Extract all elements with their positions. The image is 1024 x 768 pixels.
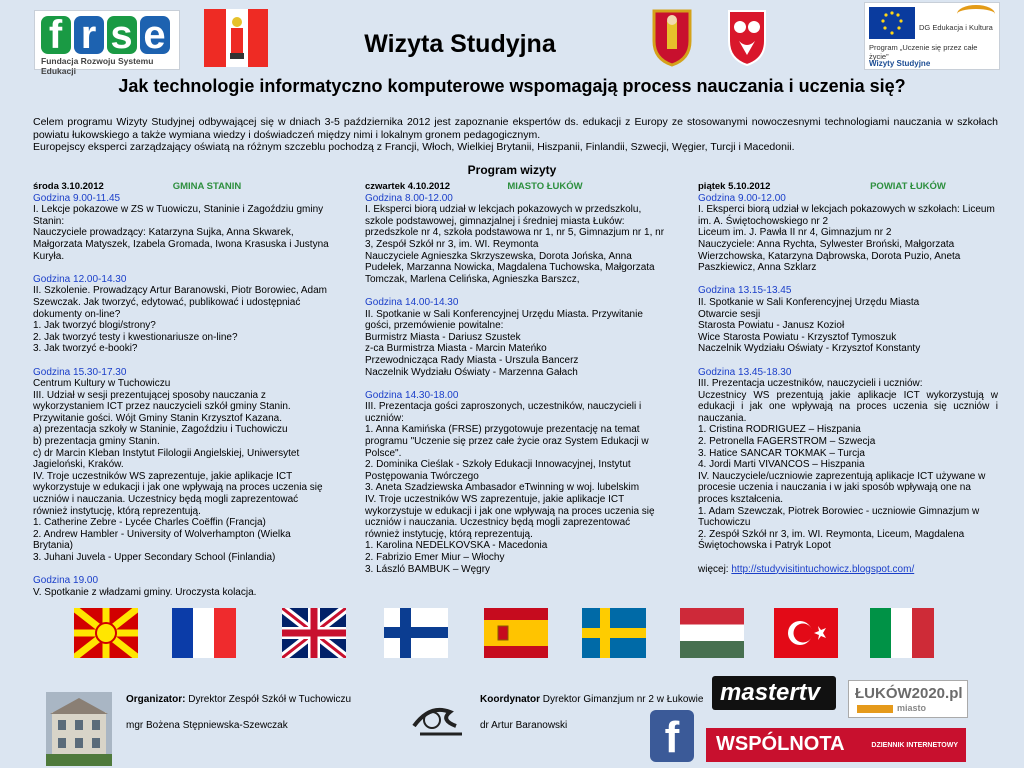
day-3-item: Naczelnik Wydziału Oświaty - Krzysztof Konstanty [698, 343, 921, 355]
coat-of-arms-2-icon [725, 7, 769, 67]
organizer-line [126, 694, 351, 705]
frse-letter-e: e [140, 16, 170, 54]
frse-logo [34, 10, 180, 76]
day-2-item: 3. László BAMBUK – Węgry [365, 563, 491, 575]
day-1-time-4: Godzina 19.00 [33, 575, 99, 587]
day-2-column [365, 181, 665, 575]
day-1-item: I. Lekcje pokazowe w ZS w Tuowiczu, Staninie i Zagoździu gminy Stanin: [33, 204, 324, 227]
day-3-item: Wice Starosta Powiatu - Krzysztof Tymoszuk [698, 331, 897, 343]
day-2-item: Nauczyciele Agnieszka Skrzyszewska, Dorota Jońska, Anna Pudełek, Marzanna Nowicka, Magdalena Tuchowska, Małgorzata Tomczak, Marlena Celińska, Agnieszka Barszcz, [365, 250, 655, 285]
italy-flag-icon [870, 608, 934, 658]
lukow2020-sub: miasto [897, 703, 927, 713]
more-info [698, 564, 998, 576]
blog-link[interactable]: http://studyvisitintuchowicz.blogspot.com/ [731, 563, 915, 575]
day-3-item: I. Eksperci biorą udział w lekcjach pokazowych w szkołach: Liceum im. A. Świętochowskiego nr 2 [698, 204, 995, 227]
day-2-item: 3. Aneta Szadziewska Ambasador eTwinning w woj. lubelskim [365, 482, 640, 494]
day-2-item: 2. Dominika Cieślak - Szkoły Edukacji Innowacyjnej, Instytut Postępowania Twórczego [365, 459, 631, 482]
day-1-item: a) prezentacja szkoły w Staninie, Zagoździu i Tuchowiczu [33, 424, 288, 436]
day-3-time-1: Godzina 9.00-12.00 [698, 192, 786, 204]
day-3-time-3: Godzina 13.45-18.30 [698, 366, 792, 378]
day-2-time-2: Godzina 14.00-14.30 [365, 296, 459, 308]
day-3-item: 1. Adam Szewczak, Piotrek Borowiec - uczniowie Gimnazjum w Tuchowiczu [698, 505, 980, 529]
day-2-item: 1. Anna Kamińska (FRSE) przygotowuje prezentację na temat programu "Uczenie się przez całe życie oraz System Edukacji w Polsce". [365, 424, 649, 459]
day-3-item: Starosta Powiatu - Janusz Kozioł [698, 320, 845, 332]
page-subtitle: Jak technologie informatyczno komputerowe wspomagają process nauczania i uczenia się? [118, 76, 906, 96]
day-3-item: IV. Nauczyciele/uczniowie zaprezentują aplikacje ICT używane w procesie uczenia i nauczania i w jaki sposób wpływają one na proces kształcenia. [698, 470, 986, 506]
day-3-item: Liceum im. J. Pawła II nr 4, Gimnazjum nr 2 [698, 227, 892, 239]
town-banner-logo [204, 9, 268, 67]
day-1-item: 2. Jak tworzyć testy i kwestionariusze on-line? [33, 331, 238, 343]
day-1-item: 3. Juhani Juvela - Upper Secondary School (Finlandia) [33, 552, 276, 563]
day-1-item: III. Udział w sesji prezentującej sposoby nauczania z wykorzystaniem ICT przez nauczycieli szkół gminy Stanin. [33, 389, 291, 413]
day-2-item: Naczelnik Wydziału Oświaty - Marzenna Gałach [365, 366, 578, 378]
finland-flag-icon [384, 608, 448, 658]
mastertv-text: mastertv [720, 679, 821, 706]
day-1-column [33, 181, 331, 598]
bw-school-logo [410, 700, 466, 740]
page-title: Wizyta Studyjna [364, 30, 556, 58]
day-1-item: II. Szkolenie. Prowadzący Artur Baranowski, Piotr Borowiec, Adam Szewczak. Jak tworzyć, edytować, publikować i udostępniać dokumenty on-line? [33, 285, 328, 320]
day-2-place: MIASTO ŁUKÓW [507, 181, 583, 192]
day-1-item: IV. Troje uczestników WS zaprezentuje, jakie aplikacje ICT wykorzystuje w edukacji i jak one wpływają na proces uczenia się uczniów i nauczania. Uczestnicy będą mogli zaprezentować również instytucję, którą reprezentują. [33, 470, 323, 517]
day-3-item: Uczestnicy WS prezentują jakie aplikacje ICT wykorzystują w edukacji i jak one wpływają na proces uczenia się uczniów i nauczania. [698, 389, 998, 424]
day-3-place: POWIAT ŁUKÓW [870, 181, 946, 192]
school-building-photo [46, 692, 112, 766]
day-2-item: I. Eksperci biorą udział w lekcjach pokazowych w przedszkolu, szkole podstawowej, gimnazjalnej i średniej miasta Łuków: przedszkole nr 4, szkoła podstawowa nr 1, nr 5, Gimnazjum nr 1, nr 3, Zespół Szkół nr 3, im. WI. Reymonta [365, 204, 665, 250]
wspolnota-sub: DZIENNIK INTERNETOWY [871, 742, 958, 749]
turkey-flag-icon [774, 608, 838, 658]
day-3-column [698, 181, 998, 575]
day-2-time-1: Godzina 8.00-12.00 [365, 192, 453, 204]
day-1-item: c) dr Marcin Kleban Instytut Filologii Angielskiej, Uniwersytet Jagieloński, Kraków. [33, 447, 300, 471]
day-1-place: GMINA STANIN [172, 181, 242, 192]
spain-flag-icon [484, 608, 548, 658]
organizer-person: mgr Bożena Stępniewska-Szewczak [126, 720, 288, 731]
eu-ws-label: Wizyty Studyjne [869, 59, 931, 68]
day-1-item: V. Spotkanie z władzami gminy. Uroczysta kolacja. [33, 586, 257, 598]
wspolnota-logo[interactable] [706, 728, 966, 762]
lukow2020-logo[interactable] [848, 680, 968, 718]
wspolnota-title: WSPÓLNOTA [716, 733, 845, 755]
day-1-time-3: Godzina 15.30-17.30 [33, 366, 127, 378]
coordinator-person: dr Artur Baranowski [480, 720, 568, 731]
day-3-item: 2. Petronella FAGERSTROM – Szwecja [698, 436, 876, 448]
day-3-item: Otwarcie sesji [698, 308, 761, 320]
macedonia-flag-icon [74, 608, 138, 658]
eu-program-label: Program „Uczenie się przez całe życie” [869, 43, 978, 61]
saint-figure-icon [226, 15, 248, 61]
day-2-item: Przewodnicząca Rady Miasta - Urszula Bancerz [365, 354, 579, 366]
day-2-item: III. Prezentacja gości zaproszonych, uczestników, nauczycieli i uczniów: [365, 401, 642, 424]
lukow2020-bar [857, 705, 893, 713]
organizer-text: Dyrektor Zespół Szkół w Tuchowiczu [188, 694, 352, 705]
day-3-item: 1. Cristina RODRIGUEZ – Hiszpania [698, 424, 861, 436]
coordinator-label: Koordynator [480, 694, 540, 705]
day-1-time-1: Godzina 9.00-11.45 [33, 192, 121, 204]
day-3-item: Nauczyciele: Anna Rychta, Sylwester Broński, Małgorzata Wierzchowska, Katarzyna Dąbrowska, Dorota Puzio, Aneta Paszkiewicz, Anna Szklarz [698, 238, 961, 274]
day-2-item: II. Spotkanie w Sali Konferencyjnej Urzędu Miasta. Przywitanie gości, przemówienie powitalne: [365, 308, 643, 332]
uk-flag-icon [282, 608, 346, 658]
eu-program-logo [864, 2, 1000, 70]
day-1-item: Nauczyciele prowadzący: Katarzyna Sujka, Anna Skwarek, Małgorzata Matyszek, Izabela Gromada, Iwona Krasuska i Justyna Kuryła. [33, 227, 329, 262]
more-label: więcej: [698, 563, 729, 575]
frse-letter-f: f [41, 16, 71, 54]
frse-letters [41, 13, 173, 58]
intro-paragraph-1: Celem programu Wizyty Studyjnej odbywającej się w dniach 3-5 października 2012 jest zapoznanie ekspertów ds. edukacji z Europy ze stosowanymi nowoczesnymi technologiami nauczania w szkołach powiatu łukowskiego a także wymiana wiedzy i doświadczeń między nimi i lokalnym gronem pedagogicznym. [33, 116, 998, 141]
lukow2020-text: ŁUKÓW2020.pl [855, 685, 963, 702]
day-3-date: piątek 5.10.2012 [698, 181, 771, 192]
facebook-icon[interactable]: f [650, 710, 694, 762]
day-1-time-2: Godzina 12.00-14.30 [33, 273, 127, 285]
day-2-item: Burmistrz Miasta - Dariusz Szustek [365, 331, 521, 343]
organizer-label: Organizator: [126, 694, 186, 705]
day-1-date: środa 3.10.2012 [33, 181, 104, 192]
sweden-flag-icon [582, 608, 646, 658]
day-2-item: 2. Fabrizio Emer Miur – Włochy [365, 552, 505, 563]
day-1-item: Centrum Kultury w Tuchowiczu [33, 378, 171, 390]
swoosh-icon [957, 5, 995, 23]
day-1-item: b) prezentacja gminy Stanin. [33, 436, 160, 448]
frse-letter-s: s [107, 16, 137, 54]
day-3-item: 3. Hatice SANCAR TOKMAK – Turcja [698, 447, 865, 459]
day-2-item: IV. Troje uczestników WS zaprezentuje, jakie aplikacje ICT wykorzystuje w edukacji i jak one wpływają na proces uczenia się uczniów i nauczania. Uczestnicy będą mogli zaprezentować również instytucję, którą reprezentują. [365, 494, 655, 540]
day-3-item: 2. Zespół Szkół nr 3, im. WI. Reymonta, Liceum, Magdalena Świętochowska i Patryk Lopot [698, 528, 965, 552]
eu-dg-label: DG Edukacja i Kultura [919, 23, 993, 32]
coordinator-line [480, 694, 703, 705]
frse-caption: Fundacja Rozwoju Systemu Edukacji [41, 56, 154, 76]
day-3-item: III. Prezentacja uczestników, nauczycieli i uczniów: [698, 378, 923, 390]
day-1-item: 1. Jak tworzyć blogi/strony? [33, 320, 156, 332]
program-title: Program wizyty [467, 163, 557, 177]
intro-paragraph-2: Europejscy eksperci zarządzający oświatą na różnym szczeblu pochodzą z Francji, Włoch, Wielkiej Brytanii, Hiszpanii, Finlandii, Szwecji, Węgier, Turcji i Macedonii. [33, 141, 795, 153]
day-2-time-3: Godzina 14.30-18.00 [365, 389, 459, 401]
day-3-item: II. Spotkanie w Sali Konferencyjnej Urzędu Miasta [698, 296, 920, 308]
frse-letter-r: r [74, 16, 104, 54]
mastertv-logo[interactable] [712, 676, 836, 710]
intro-text [33, 116, 998, 154]
day-1-item: 3. Jak tworzyć e-booki? [33, 343, 138, 355]
day-3-time-2: Godzina 13.15-13.45 [698, 285, 792, 297]
day-1-item: 1. Catherine Zebre - Lycée Charles Coëffin (Francja) [33, 517, 266, 529]
day-2-item: 1. Karolina NEDELKOVSKA - Macedonia [365, 540, 548, 552]
day-1-item: Przywitanie gości. Wójt Gminy Stanin Krzysztof Kazana. [33, 412, 282, 424]
eu-flag-icon [869, 7, 915, 39]
day-2-date: czwartek 4.10.2012 [365, 181, 451, 192]
hungary-flag-icon [680, 608, 744, 658]
coordinator-text: Dyrektor Gimanzjum nr 2 w Łukowie [542, 694, 704, 705]
france-flag-icon [172, 608, 236, 658]
day-1-item: 2. Andrew Hambler - University of Wolverhampton (Wielka Brytania) [33, 528, 291, 552]
day-2-item: z-ca Burmistrza Miasta - Marcin Mateńko [365, 343, 547, 355]
day-3-item: 4. Jordi Marti VIVANCOS – Hiszpania [698, 459, 865, 471]
flags-row [0, 608, 1024, 663]
